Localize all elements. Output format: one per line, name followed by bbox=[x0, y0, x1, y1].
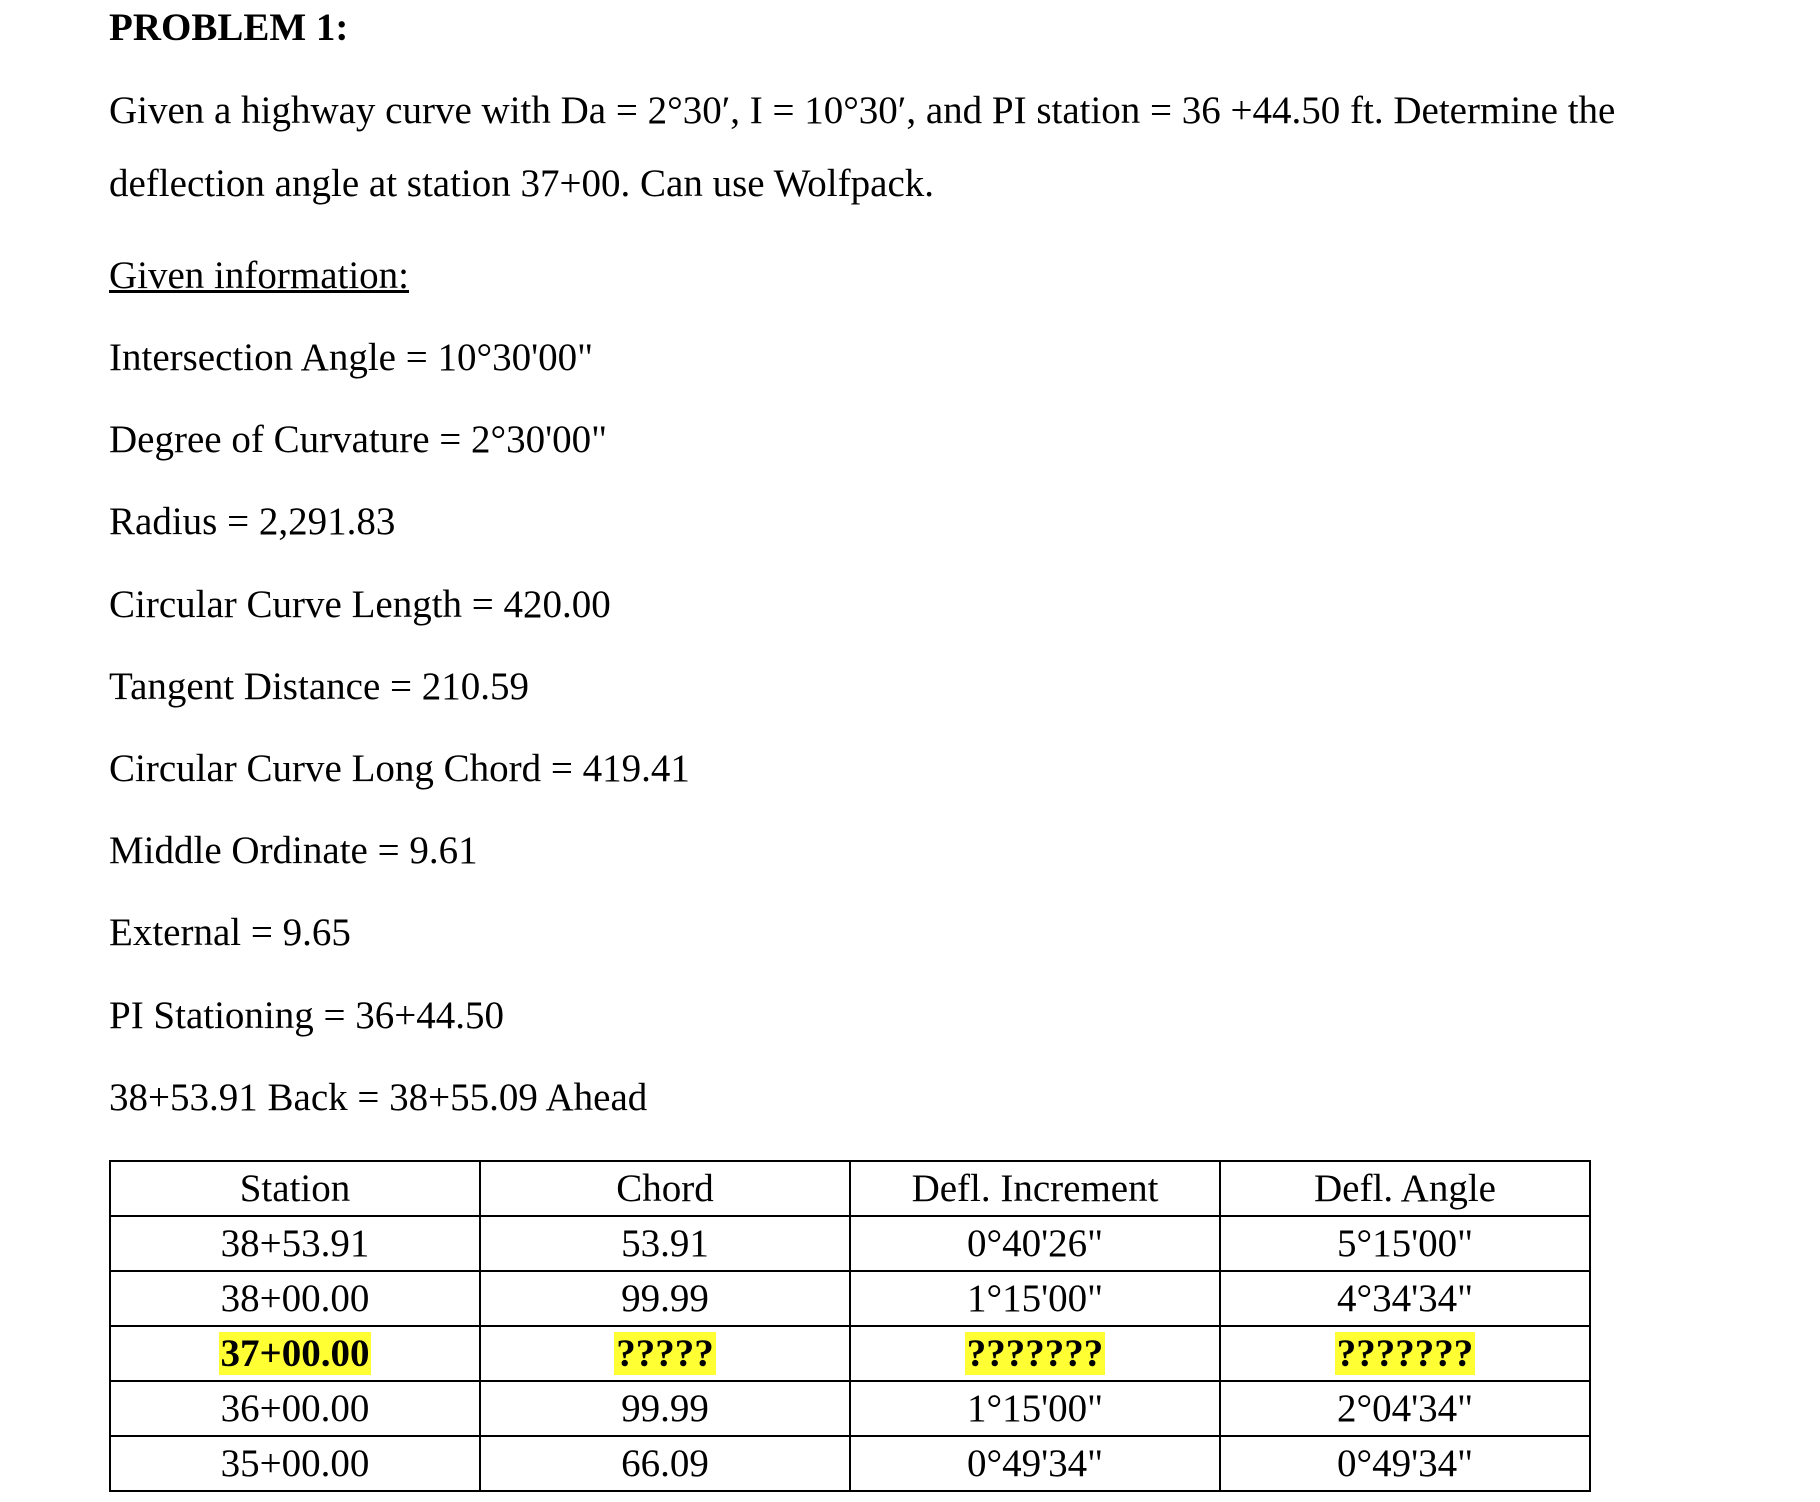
given-item-external: External = 9.65 bbox=[109, 911, 351, 955]
cell-defl-increment: 0°40'26" bbox=[850, 1216, 1220, 1271]
cell-defl-increment bbox=[850, 1326, 1220, 1381]
cell-station: 35+00.00 bbox=[110, 1436, 480, 1491]
cell-chord: 99.99 bbox=[480, 1271, 850, 1326]
problem-statement-line: deflection angle at station 37+00. Can use Wolfpack. bbox=[109, 162, 934, 205]
given-item-degree-of-curvature: Degree of Curvature = 2°30'00" bbox=[109, 418, 608, 462]
cell-defl-angle: 0°49'34" bbox=[1220, 1436, 1590, 1491]
deflection-table bbox=[109, 1160, 1591, 1492]
given-item-station-equation: 38+53.91 Back = 38+55.09 Ahead bbox=[109, 1075, 648, 1119]
given-item-tangent-distance: Tangent Distance = 210.59 bbox=[109, 664, 529, 708]
given-item-long-chord: Circular Curve Long Chord = 419.41 bbox=[109, 746, 690, 790]
column-header-chord: Chord bbox=[480, 1161, 850, 1216]
cell-chord: 99.99 bbox=[480, 1381, 850, 1436]
table-row bbox=[110, 1381, 1590, 1436]
cell-station: 38+53.91 bbox=[110, 1216, 480, 1271]
cell-defl-increment: 1°15'00" bbox=[850, 1271, 1220, 1326]
given-item-curve-length: Circular Curve Length = 420.00 bbox=[109, 582, 611, 626]
column-header-defl-increment: Defl. Increment bbox=[850, 1161, 1220, 1216]
cell-chord: 53.91 bbox=[480, 1216, 850, 1271]
column-header-station: Station bbox=[110, 1161, 480, 1216]
cell-chord: 66.09 bbox=[480, 1436, 850, 1491]
cell-defl-increment: 0°49'34" bbox=[850, 1436, 1220, 1491]
table-row bbox=[110, 1436, 1590, 1491]
table-row bbox=[110, 1271, 1590, 1326]
given-information-list bbox=[109, 330, 690, 1152]
problem-title: PROBLEM 1: bbox=[109, 6, 349, 49]
given-item-intersection-angle: Intersection Angle = 10°30'00" bbox=[109, 336, 594, 379]
given-item-radius: Radius = 2,291.83 bbox=[109, 500, 396, 544]
column-header-defl-angle: Defl. Angle bbox=[1220, 1161, 1590, 1216]
table-row bbox=[110, 1216, 1590, 1271]
highlighted-value: 37+00.00 bbox=[220, 1332, 370, 1375]
highlighted-value: ??????? bbox=[966, 1332, 1104, 1375]
cell-defl-angle: 4°34'34" bbox=[1220, 1271, 1590, 1326]
cell-defl-angle: 5°15'00" bbox=[1220, 1216, 1590, 1271]
highlighted-value: ??????? bbox=[1336, 1332, 1474, 1375]
cell-station: 38+00.00 bbox=[110, 1271, 480, 1326]
cell-defl-increment: 1°15'00" bbox=[850, 1381, 1220, 1436]
given-item-middle-ordinate: Middle Ordinate = 9.61 bbox=[109, 829, 478, 873]
cell-station: 36+00.00 bbox=[110, 1381, 480, 1436]
table-header-row bbox=[110, 1161, 1590, 1216]
given-information-heading: Given information: bbox=[109, 254, 410, 297]
cell-defl-angle bbox=[1220, 1326, 1590, 1381]
highlighted-value: ????? bbox=[616, 1332, 714, 1375]
problem-statement bbox=[109, 74, 1789, 220]
problem-statement-line: Given a highway curve with Da = 2°30′, I = 10°30′, and PI station = 36 +44.50 ft. Determine the bbox=[109, 89, 1616, 132]
table-row-highlighted bbox=[110, 1326, 1590, 1381]
cell-chord bbox=[480, 1326, 850, 1381]
given-item-pi-stationing: PI Stationing = 36+44.50 bbox=[109, 993, 505, 1037]
cell-defl-angle: 2°04'34" bbox=[1220, 1381, 1590, 1436]
cell-station bbox=[110, 1326, 480, 1381]
